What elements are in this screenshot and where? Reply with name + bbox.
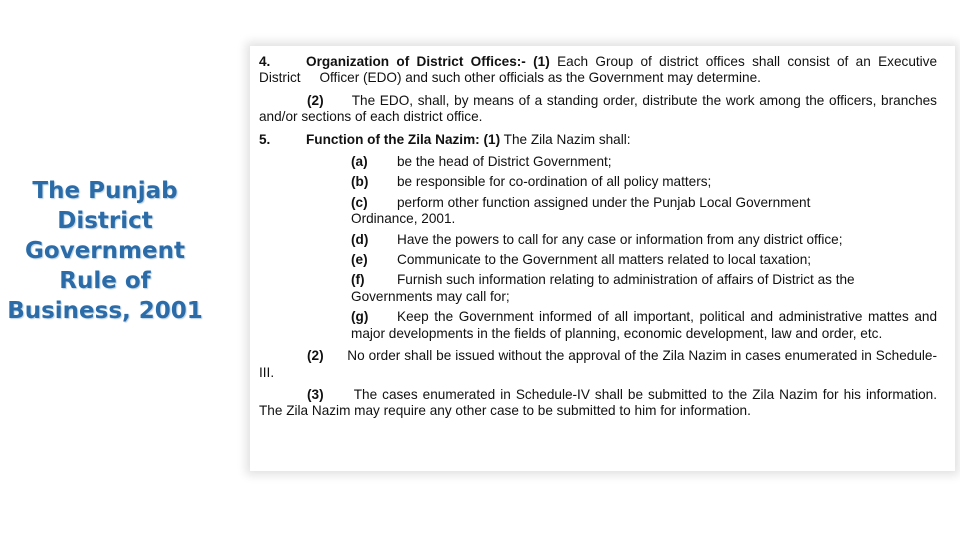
subsection-text: The EDO, shall, by means of a standing order, distribute the work among the officers, branches and/or sections of each district office. (259, 92, 937, 125)
item-text: Keep the Government informed of all important, political and administrative (397, 309, 863, 325)
subsection-number: (2) (307, 92, 324, 108)
item-label: (a) (351, 154, 368, 170)
list-item (351, 174, 937, 190)
document-text (259, 54, 937, 420)
section-4 (259, 54, 937, 87)
slide-title-line: Government (25, 238, 185, 264)
item-text-continued: mattes and major developments in the fields of planning, economic development, law and order, etc. (351, 309, 937, 341)
subsection-number: (2) (307, 348, 324, 364)
section-text: Executive District (259, 54, 938, 86)
document-excerpt-image (250, 46, 955, 471)
item-text-continued: Governments may call for; (351, 288, 510, 304)
item-text: Communicate to the Government all matters related to local taxation; (397, 252, 812, 268)
list-item (351, 195, 937, 228)
item-label: (d) (351, 231, 369, 247)
slide-title (0, 176, 210, 326)
section-number: 4. (259, 54, 271, 69)
list-item (351, 272, 937, 305)
item-label: (c) (351, 194, 368, 210)
item-text: be the head of District Government; (397, 154, 612, 170)
list-item (351, 232, 937, 248)
section-text: The Zila Nazim shall: (503, 131, 631, 147)
item-text: Furnish such information relating to administration of affairs of District as the (397, 272, 855, 288)
list-item (351, 252, 937, 268)
slide-title-line: The Punjab (32, 178, 178, 204)
item-label: (f) (351, 272, 365, 288)
item-text-continued: Ordinance, 2001. (351, 211, 456, 227)
slide-title-line: Rule of (59, 268, 151, 294)
subsection-text: The cases enumerated in Schedule-IV shall be submitted to the Zila Nazim for his information. The Zila Nazim may require any other case to be submitted to him for information. (259, 386, 937, 419)
subsection-number: (3) (307, 386, 324, 402)
item-label: (g) (351, 309, 369, 325)
section-number: 5. (259, 131, 271, 147)
section-text: Officer (EDO) and such other officials as the Government may determine. (319, 70, 761, 86)
section-heading: Organization of District Offices:- (1) (306, 54, 550, 69)
section-4-2 (259, 93, 937, 126)
section-heading: Function of the Zila Nazim: (306, 131, 480, 147)
item-label: (b) (351, 174, 369, 190)
section-5-2 (259, 348, 937, 381)
slide-title-line: District (57, 208, 153, 234)
subsection-number: (1) (483, 131, 501, 147)
section-5-3 (259, 387, 937, 420)
slide-title-line: Business, 2001 (7, 298, 203, 324)
item-label: (e) (351, 252, 368, 268)
list-item (351, 154, 937, 170)
item-text: be responsible for co-ordination of all policy matters; (397, 174, 712, 190)
section-text: Each Group of district offices shall consist of an (557, 54, 871, 69)
section-5 (259, 132, 937, 148)
item-text: Have the powers to call for any case or information from any district office; (397, 231, 843, 247)
item-text: perform other function assigned under the Punjab Local Government (397, 194, 811, 210)
subsection-text: No order shall be issued without the approval of the Zila Nazim in cases enumerated in Schedule-III. (259, 348, 937, 380)
list-item (351, 309, 937, 342)
